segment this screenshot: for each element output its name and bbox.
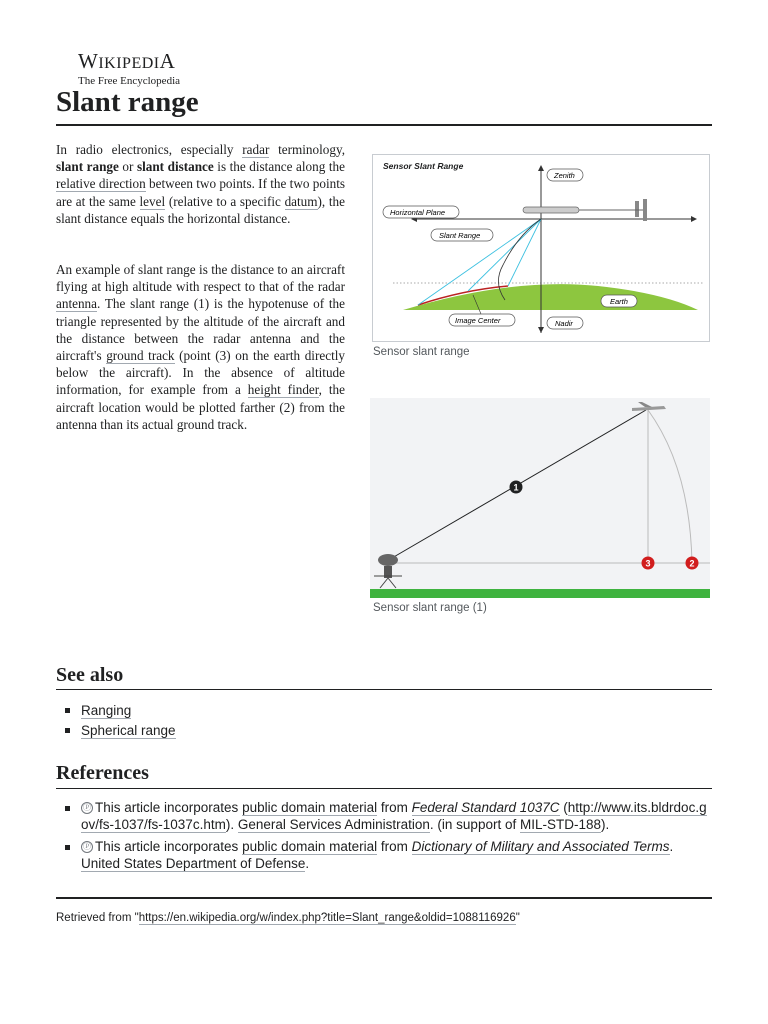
references-heading: References (56, 762, 149, 784)
link-dod-dictionary[interactable]: Dictionary of Military and Associated Terms (411, 839, 670, 854)
public-domain-icon: Ⓟ (83, 842, 91, 852)
ground-strip (370, 589, 710, 598)
reference-item: Ⓟ This article incorporates public domain material from Federal Standard 1037C (http://www.its.bldrdoc.gov/fs-1037/fs-1037c.htm). General Services Administration. (in support of MIL-STD-188). (56, 799, 712, 833)
figure2-caption: Sensor slant range (1) (373, 602, 487, 614)
see-also-heading: See also (56, 664, 124, 686)
radar-antenna-icon (374, 554, 402, 588)
link-ground-track[interactable]: ground track (106, 348, 175, 364)
link-permanent-url[interactable]: https://en.wikipedia.org/w/index.php?title=Slant_range&oldid=1088116926 (138, 912, 516, 924)
slant-range-label: Slant Range (439, 231, 481, 240)
right-arrow (691, 216, 697, 222)
public-domain-icon: Ⓟ (83, 803, 91, 813)
link-height-finder[interactable]: height finder (247, 382, 319, 398)
link-public-domain[interactable]: public domain material (242, 839, 378, 854)
marker-2-label: 2 (689, 558, 695, 569)
wikipedia-logo[interactable] (78, 50, 180, 88)
see-also-divider (56, 689, 712, 690)
link-fs1037c-url[interactable]: http://www.its.bldrdoc.gov/fs-1037/fs-1037c.htm (81, 800, 707, 832)
link-spherical-range[interactable]: Spherical range (81, 723, 176, 738)
link-antenna[interactable]: antenna (56, 296, 98, 312)
nadir-arrow (538, 327, 544, 333)
beam-line (508, 219, 541, 286)
list-item (56, 701, 176, 721)
logo-tagline: The Free Encyclopedia (78, 75, 181, 87)
link-mil-std-188[interactable]: MIL-STD-188 (519, 817, 601, 832)
sensor-slant-range-diagram (373, 155, 709, 341)
link-gsa[interactable]: General Services Administration (237, 817, 430, 832)
page-title: Slant range (56, 86, 199, 118)
references-divider (56, 788, 712, 789)
satellite-icon (523, 199, 647, 221)
link-datum[interactable]: datum (284, 193, 318, 209)
logo-wordmark: WIKIPEDIA (78, 49, 176, 73)
diagram-title: Sensor Slant Range (383, 161, 464, 171)
see-also-list (56, 701, 176, 741)
sensor-slant-range-figure[interactable] (372, 154, 710, 342)
zenith-arrow (538, 165, 544, 171)
retrieved-from: Retrieved from "https://en.wikipedia.org/w/index.php?title=Slant_range&oldid=1088116926" (56, 912, 520, 924)
intro-paragraph-1: In radio electronics, especially radar terminology, slant range or slant distance is the distance along the relative direction between two points. If the two points are at the same level (relative to a specific datum), the slant distance equals the horizontal distance. (56, 142, 346, 226)
earth-label: Earth (610, 297, 628, 306)
plotted-range-arc (648, 410, 692, 563)
marker-3-label: 3 (645, 558, 651, 569)
title-divider (56, 124, 712, 126)
marker-1-label: 1 (513, 482, 519, 493)
figure1-caption: Sensor slant range (373, 346, 470, 358)
reference-item: Ⓟ This article incorporates public domain material from Dictionary of Military and Associated Terms. United States Department of Defense. (56, 838, 712, 872)
image-center-label: Image Center (455, 316, 501, 325)
slant-range-triangle-figure[interactable] (370, 398, 710, 598)
zenith-label: Zenith (554, 171, 575, 180)
link-dod[interactable]: United States Department of Defense (81, 856, 306, 871)
list-item (56, 721, 176, 741)
nadir-label: Nadir (555, 319, 573, 328)
aircraft-icon (632, 402, 666, 411)
link-fs1037c[interactable]: Federal Standard 1037C (411, 800, 560, 815)
link-public-domain[interactable]: public domain material (242, 800, 378, 815)
horizontal-plane-label: Horizontal Plane (390, 208, 446, 217)
link-ranging[interactable]: Ranging (81, 703, 132, 718)
slant-range-triangle-diagram (370, 398, 710, 598)
link-level[interactable]: level (139, 193, 166, 209)
link-radar[interactable]: radar (242, 142, 270, 157)
link-relative-direction[interactable]: relative direction (56, 176, 146, 192)
references-list (56, 799, 712, 877)
intro-paragraph-2: An example of slant range is the distance to an aircraft flying at high altitude with respect to that of the radar antenna. The slant range (1) is the hypotenuse of the triangle represented by the altitude of the aircraft and the distance between the radar antenna and the aircraft's ground track (point (3) on the earth directly below the aircraft). In the absence of altitude information, for example from a height finder, the aircraft location would be plotted farther (2) from the antenna than its actual ground track. (56, 262, 345, 432)
footer-divider (56, 897, 712, 899)
